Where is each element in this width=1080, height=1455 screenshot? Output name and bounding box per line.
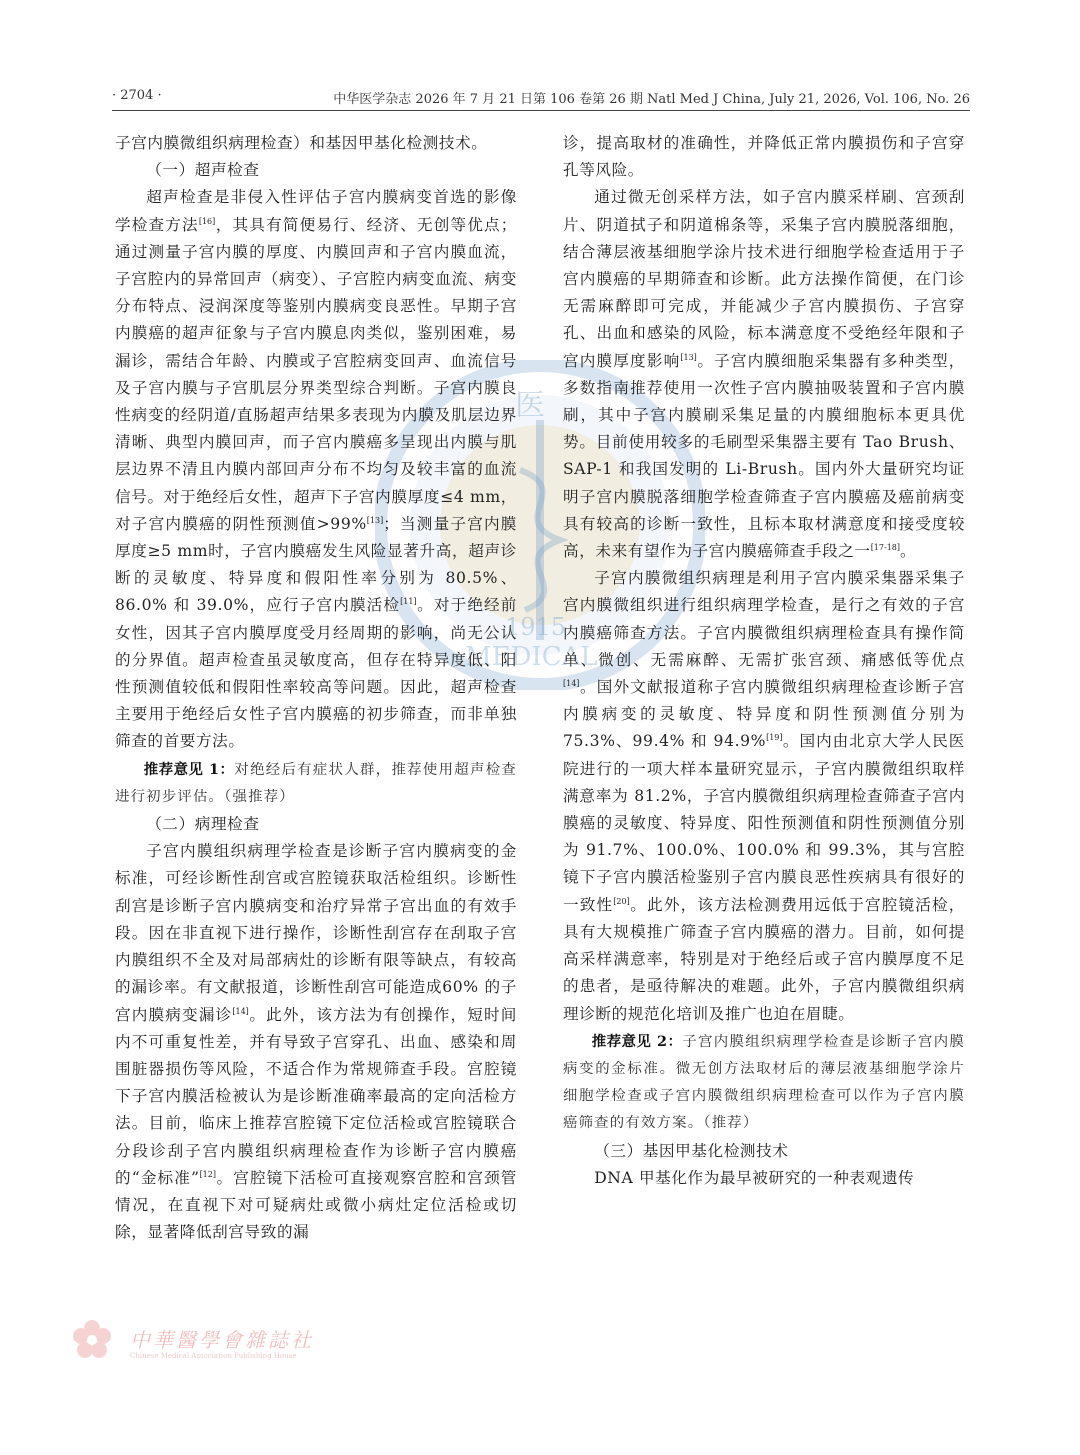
citation-ref: [17-18] [870, 543, 900, 553]
paragraph: 子宫内膜组织病理学检查是诊断子宫内膜病变的金标准，可经诊断性刮宫或宫腔镜获取活检组织。诊断性刮宫是诊断子宫内膜病变和治疗异常子宫出血的有效手段。因在非直视下进行操作，诊断性刮宫存在刮取子宫内膜组织不全及对局部病灶的诊断有限等缺点，有较高的漏诊率。有文献报道，诊断性刮宫可能造成60% 的子宫内膜病变漏诊[14]。此外，该方法为有创操作，短时间内不可重复性差，并有导致子宫穿孔、出血、感染和周围脏器损伤等风险，不适合作为常规筛查手段。宫腔镜下子宫内膜活检被认为是诊断准确率最高的定向活检方法。目前，临床上推荐宫腔镜下定位活检或宫腔镜联合分段诊刮子宫内膜组织病理检查作为诊断子宫内膜癌的“金标准”[12]。宫腔镜下活检可直接观察宫腔和宫颈管情况，在直视下对可疑病灶或微小病灶定位活检或切除，显著降低刮宫导致的漏 [115, 842, 518, 1242]
recommendation-1: 推荐意见 1：对绝经后有症状人群，推荐使用超声检查进行初步评估。（强推荐） [115, 760, 517, 805]
citation-ref: [12] [199, 1169, 216, 1179]
svg-text:1915: 1915 [505, 613, 567, 641]
citation-ref: [13] [366, 515, 384, 525]
paragraph: 通过微无创采样方法，如子宫内膜采样刷、宫颈刮片、阴道拭子和阴道棉条等，采集子宫内膜脱落细胞，结合薄层液基细胞学涂片技术进行细胞学检查适用于子宫内膜癌的早期筛查和诊断。此方法操作简便，在门诊无需麻醉即可完成，并能减少子宫内膜损伤、子宫穿孔、出血和感染的风险，标本满意度不受绝经年限和子宫内膜厚度影响[13]。子宫内膜细胞采集器有多种类型，多数指南推荐使用一次性子宫内膜抽吸装置和子宫内膜刷，其中子宫内膜刷采集足量的内膜细胞标本更具优势。目前使用较多的毛刷型采集器主要有 Tao Brush、SAP-1 和我国发明的 Li-Brush。国内外大量研究均证明子宫内膜脱落细胞学检查筛查子宫内膜癌及癌前病变具有较高的诊断一致性，且标本取材满意度和接受度较高，未来有望作为子宫内膜癌筛查手段之一[17-18]。 [563, 188, 966, 561]
section-heading-methylation: （三）基因甲基化检测技术 [594, 1141, 789, 1160]
right-column [563, 130, 965, 1192]
citation-ref: [13] [680, 352, 697, 362]
publisher-logo: 中華醫學會雜誌社 Chinese Medical Association Publishing House [70, 1318, 410, 1366]
citation-ref: [11] [400, 597, 417, 607]
flower-logo-icon [70, 1318, 114, 1362]
section-heading-ultrasound: （一）超声检查 [146, 161, 260, 180]
citation-ref: [14] [563, 679, 580, 689]
citation-ref: [14] [232, 1006, 249, 1016]
recommendation-2: 推荐意见 2：子宫内膜组织病理学检查是诊断子宫内膜病变的金标准。微无创方法取材后的薄层液基细胞学涂片细胞学检查或子宫内膜微组织病理检查可以作为子宫内膜癌筛查的有效方案。（推荐） [563, 1032, 965, 1132]
paragraph: 超声检查是非侵入性评估子宫内膜病变首选的影像学检查方法[16]，其具有简便易行、经济、无创等优点；通过测量子宫内膜的厚度、内膜回声和子宫内膜血流，子宫腔内的异常回声（病变）、子宫腔内病变血流、病变分布特点、浸润深度等鉴别内膜病变良恶性。早期子宫内膜癌的超声征象与子宫内膜息肉类似，鉴别困难，易漏诊，需结合年龄、内膜或子宫腔病变回声、血流信号及子宫内膜与子宫肌层分界类型综合判断。子宫内膜良性病变的经阴道/直肠超声结果多表现为内膜及肌层边界清晰、典型内膜回声，而子宫内膜癌多呈现出内膜与肌层边界不清且内膜内部回声分布不均匀及较丰富的血流信号。对于绝经后女性，超声下子宫内膜厚度≤4 mm，对子宫内膜癌的阴性预测值>99%[13]；当测量子宫内膜厚度≥5 mm时，子宫内膜癌发生风险显著升高，超声诊断的灵敏度、特异度和假阳性率分别为 80.5%、86.0% 和 39.0%，应行子宫内膜活检[11]。对于绝经前女性，因其子宫内膜厚度受月经周期的影响，尚无公认的分界值。超声检查虽灵敏度高，但存在特异度低、阳性预测值较低和假阳性率较高等问题。因此，超声检查主要用于绝经后女性子宫内膜癌的初步筛查，而非单独筛查的首要方法。 [115, 188, 517, 751]
paragraph: 诊，提高取材的准确性，并降低正常内膜损伤和子宫穿孔等风险。 [563, 134, 965, 180]
citation-ref: [19] [766, 733, 783, 743]
svg-text:医: 医 [515, 388, 545, 423]
running-header [112, 88, 970, 111]
svg-text:MEDICAL: MEDICAL [465, 642, 598, 672]
section-heading-pathology: （二）病理检查 [146, 815, 260, 834]
left-column [115, 130, 517, 1246]
paragraph: 子宫内膜微组织病理是利用子宫内膜采集器采集子宫内膜微组织进行组织病理学检查，是行之有效的子宫内膜癌筛查方法。子宫内膜微组织病理检查具有操作简单、微创、无需麻醉、无需扩张宫颈、痛感低等优点[14]。国外文献报道称子宫内膜微组织病理检查诊断子宫内膜病变的灵敏度、特异度和阴性预测值分别为 75.3%、99.4% 和 94.9%[19]。国内由北京大学人民医院进行的一项大样本量研究显示，子宫内膜微组织取样满意率为 81.2%，子宫内膜微组织病理检查筛查子宫内膜癌的灵敏度、特异度、阳性预测值和阴性预测值分别为 91.7%、100.0%、100.0% 和 99.3%，其与宫腔镜下子宫内膜活检鉴别子宫内膜良恶性疾病具有很好的一致性[20]。此外，该方法检测费用远低于宫腔镜活检，具有大规模推广筛查子宫内膜癌的潜力。目前，如何提高采样满意率，特别是对于绝经后或子宫内膜厚度不足的患者，是亟待解决的难题。此外，子宫内膜微组织病理诊断的规范化培训及推广也迫在眉睫。 [563, 569, 965, 1023]
journal-citation: 中华医学杂志 2026 年 7 月 21 日第 106 卷第 26 期 Natl Med J China, July 21, 2026, Vol. 106, No. 26 [333, 92, 970, 107]
citation-ref: [20] [613, 896, 630, 906]
paragraph: 子宫内膜微组织病理检查）和基因甲基化检测技术。 [115, 134, 488, 152]
paragraph: DNA 甲基化作为最早被研究的一种表观遗传 [594, 1168, 915, 1187]
citation-ref: [16] [198, 216, 216, 226]
page-number: · 2704 · [112, 88, 162, 103]
